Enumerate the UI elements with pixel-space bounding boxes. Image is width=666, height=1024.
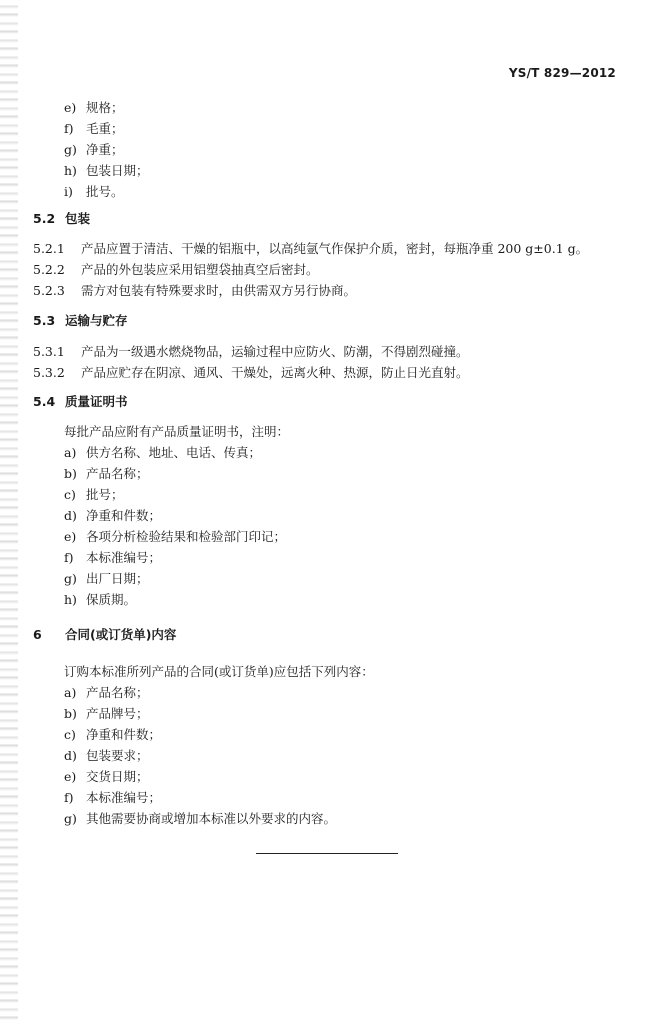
list-item: g) 其他需要协商或增加本标准以外要求的内容。 <box>64 811 337 826</box>
list-item: d) 包装要求； <box>64 748 149 763</box>
list-item: h) 包装日期； <box>64 163 149 178</box>
scan-edge-noise <box>0 0 18 1024</box>
clause-5-3-2: 5.3.2 产品应贮存在阴凉、通风、干燥处，远离火种、热源，防止日光直射。 <box>33 365 469 380</box>
list-item: d) 净重和件数； <box>64 508 162 523</box>
list-item: a) 产品名称； <box>64 685 149 700</box>
section-heading-5-4: 5.4 质量证明书 <box>33 394 128 409</box>
clause-5-2-1: 5.2.1 产品应置于清洁、干燥的铝瓶中，以高纯氩气作保护介质，密封，每瓶净重 200 g±0.1 g。 <box>33 241 589 256</box>
clause-5-2-2: 5.2.2 产品的外包装应采用铝塑袋抽真空后密封。 <box>33 262 319 277</box>
list-item: g) 净重； <box>64 142 124 157</box>
section-heading-6: 6 合同(或订货单)内容 <box>33 627 177 642</box>
list-item: f) 本标准编号； <box>64 550 162 565</box>
list-item: e) 各项分析检验结果和检验部门印记； <box>64 529 287 544</box>
list-item: i) 批号。 <box>64 184 124 199</box>
standard-code: YS/T 829—2012 <box>508 66 616 80</box>
list-item: g) 出厂日期； <box>64 571 149 586</box>
clause-5-3-1: 5.3.1 产品为一级遇水燃烧物品，运输过程中应防火、防潮，不得剧烈碰撞。 <box>33 344 469 359</box>
section-heading-5-2: 5.2 包装 <box>33 211 91 226</box>
list-item: c) 批号； <box>64 487 124 502</box>
end-rule <box>256 853 398 854</box>
list-item: e) 交货日期； <box>64 769 149 784</box>
list-item: e) 规格； <box>64 100 124 115</box>
section-intro-5-4: 每批产品应附有产品质量证明书，注明： <box>64 424 290 439</box>
section-heading-5-3: 5.3 运输与贮存 <box>33 313 128 328</box>
list-item: c) 净重和件数； <box>64 727 162 742</box>
list-item: b) 产品名称； <box>64 466 149 481</box>
section-intro-6: 订购本标准所列产品的合同(或订货单)应包括下列内容： <box>64 664 374 679</box>
clause-5-2-3: 5.2.3 需方对包装有特殊要求时，由供需双方另行协商。 <box>33 283 357 298</box>
list-item: b) 产品牌号； <box>64 706 149 721</box>
list-item: a) 供方名称、地址、电话、传真； <box>64 445 262 460</box>
list-item: f) 本标准编号； <box>64 790 162 805</box>
list-item: f) 毛重； <box>64 121 124 136</box>
list-item: h) 保质期。 <box>64 592 137 607</box>
